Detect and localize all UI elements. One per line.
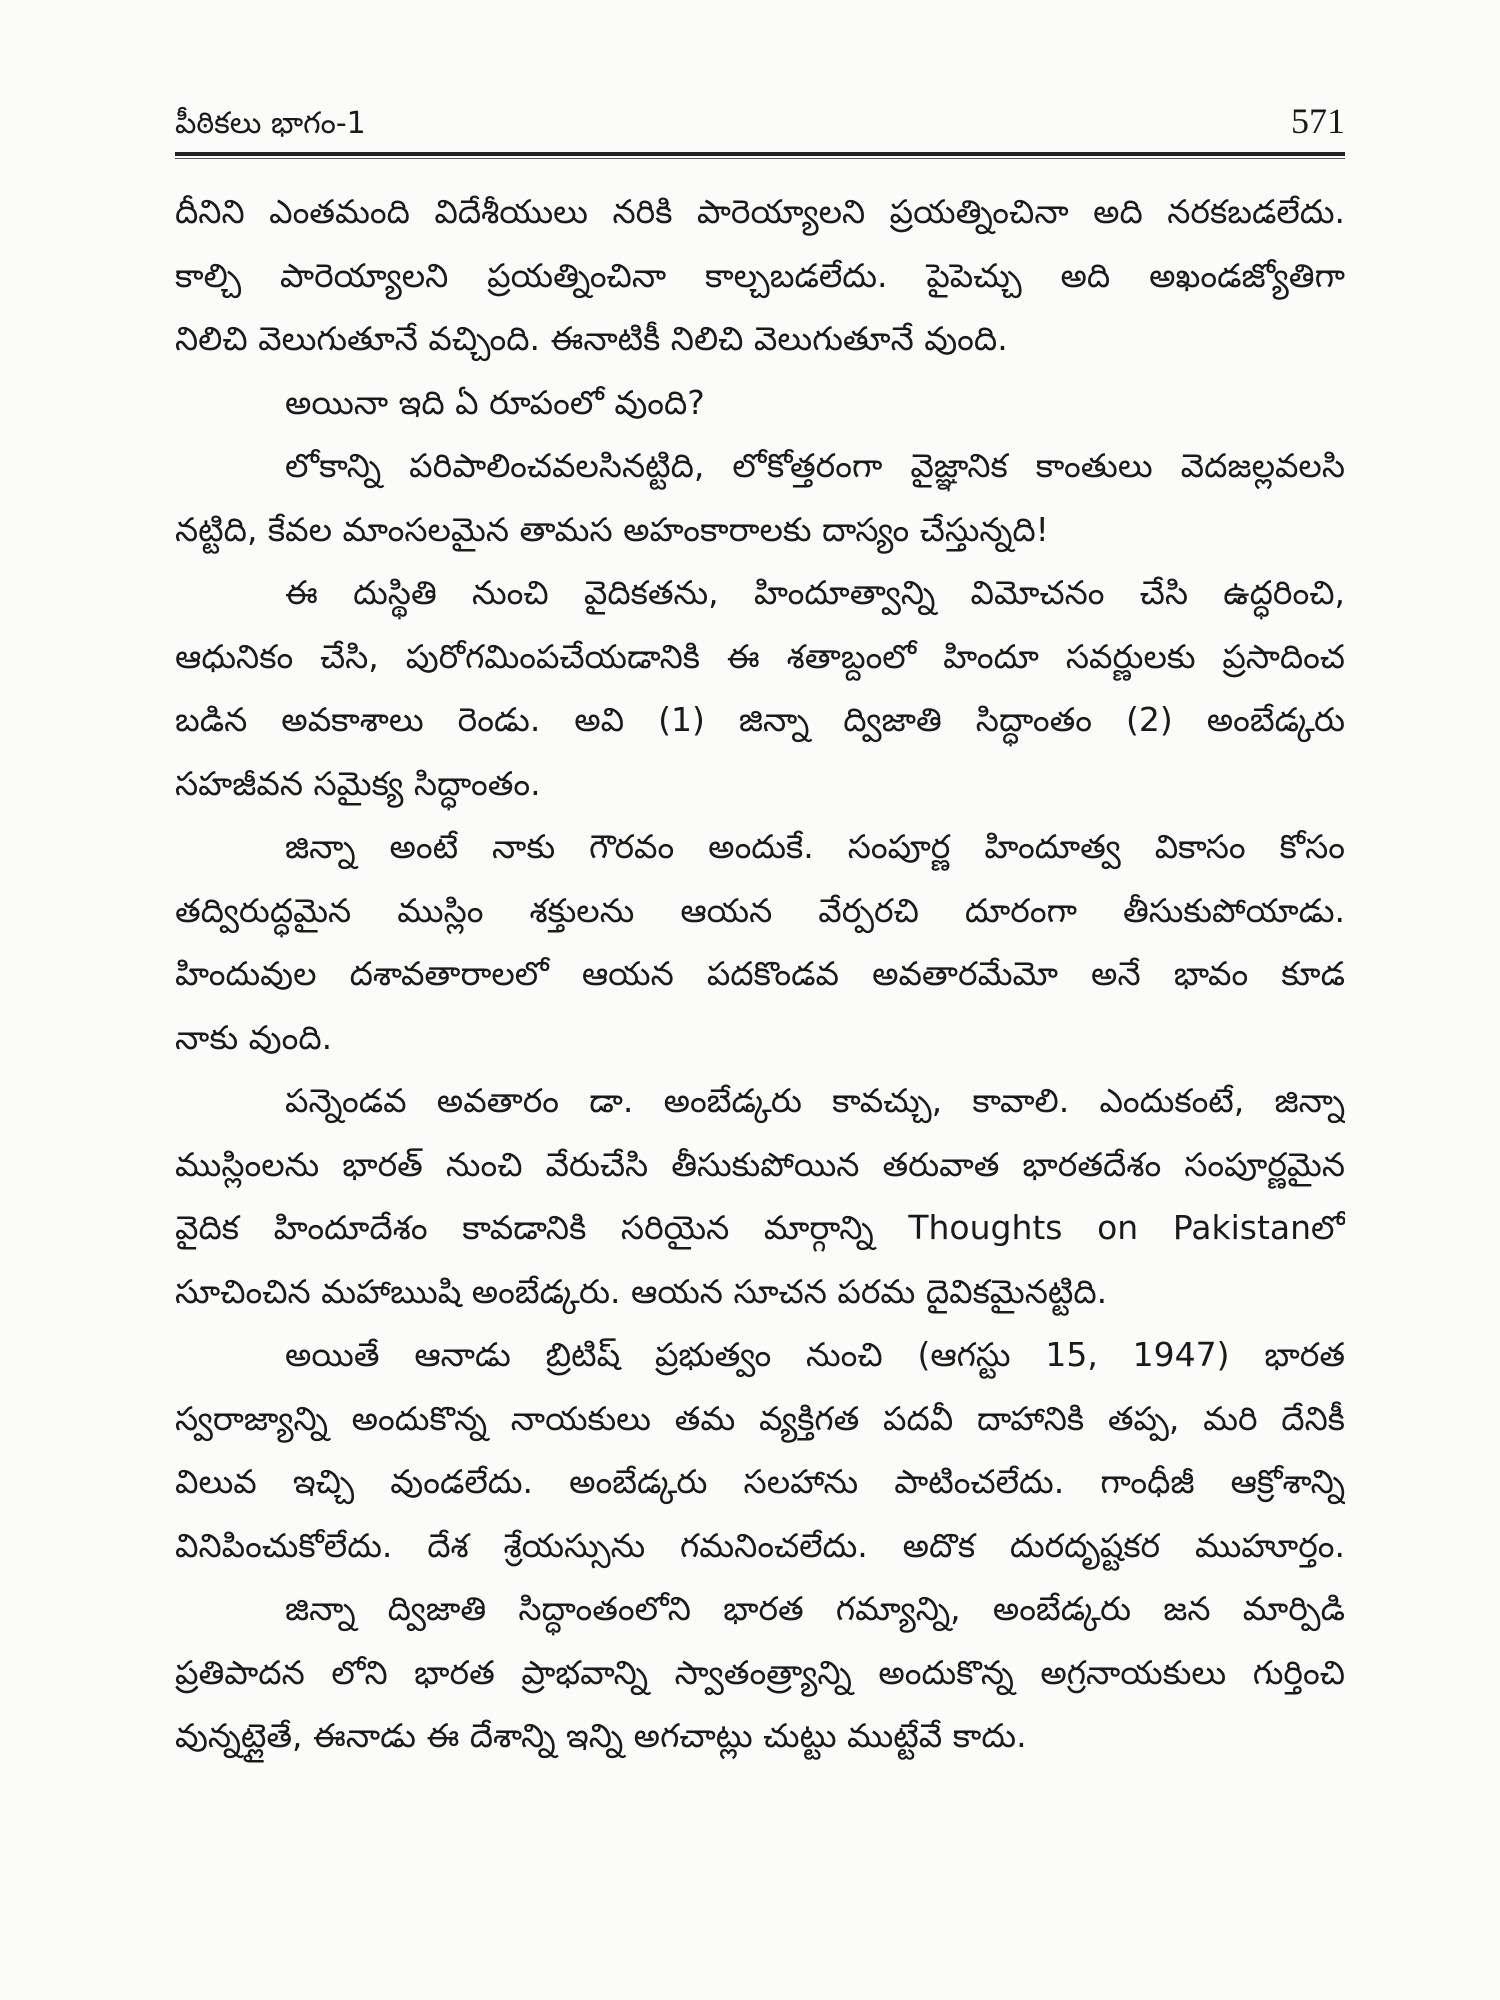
text-line: ముస్లింలను భారత్ నుంచి వేరుచేసి తీసుకుపోయిన తరువాత భారతదేశం సంపూర్ణమైన bbox=[175, 1144, 1345, 1184]
text-line: నిలిచి వెలుగుతూనే వచ్చింది. ఈనాటికీ నిలిచి వెలుగుతూనే వుంది. bbox=[175, 319, 1008, 358]
text-line: లోకాన్ని పరిపాలించవలసినట్టిది, లోకోత్తరంగా వైజ్ఞానిక కాంతులు వెదజల్లవలసి bbox=[285, 446, 1345, 485]
text-line: జిన్నా ద్విజాతి సిద్ధాంతంలోని భారత గమ్యాన్ని, అంబేడ్కరు జన మార్పిడి bbox=[285, 1589, 1345, 1628]
text-line: వున్నట్లైతే, ఈనాడు ఈ దేశాన్ని ఇన్ని అగచాట్లు చుట్టు ముట్టేవే కాదు. bbox=[175, 1716, 1027, 1755]
text-line: ఈ దుస్థితి నుంచి వైదికతను, హిందూత్వాన్ని విమోచనం చేసి ఉద్ధరించి, bbox=[285, 573, 1345, 612]
text-line: బడిన అవకాశాలు రెండు. అవి (1) జిన్నా ద్విజాతి సిద్ధాంతం (2) అంబేడ్కరు bbox=[175, 700, 1345, 739]
header-rule-thin bbox=[175, 158, 1345, 159]
running-header bbox=[175, 100, 1345, 152]
text-line: హిందువుల దశావతారాలలో ఆయన పదకొండవ అవతారమేమో అనే భావం కూడ bbox=[175, 954, 1345, 993]
text-line: అయితే ఆనాడు బ్రిటిష్ ప్రభుత్వం నుంచి (ఆగస్టు 15, 1947) భారత bbox=[285, 1335, 1345, 1374]
text-line: తద్విరుద్ధమైన ముస్లిం శక్తులను ఆయన వేర్పరచి దూరంగా తీసుకుపోయాడు. bbox=[175, 890, 1345, 930]
running-title: పీఠికలు భాగం-1 bbox=[175, 106, 366, 141]
text-line: నాకు వుంది. bbox=[175, 1017, 333, 1057]
text-line: వైదిక హిందూదేశం కావడానికి సరియైన మార్గాన్ని Thoughts on Pakistanలో bbox=[175, 1208, 1345, 1247]
text-line: ప్రతిపాదన లోని భారత ప్రాభవాన్ని స్వాతంత్ర్యాన్ని అందుకొన్న అగ్రనాయకులు గుర్తించి bbox=[175, 1652, 1345, 1692]
text-line: కాల్చి పారెయ్యాలని ప్రయత్నించినా కాల్చబడలేదు. పైపెచ్చు అది అఖండజ్యోతిగా bbox=[175, 255, 1345, 295]
text-line: జిన్నా అంటే నాకు గౌరవం అందుకే. సంపూర్ణ హిందూత్వ వికాసం కోసం bbox=[285, 827, 1345, 866]
text-line: వినిపించుకోలేదు. దేశ శ్రేయస్సును గమనించలేదు. అదొక దురదృష్టకర ముహూర్తం. bbox=[175, 1525, 1345, 1565]
text-line: పన్నెండవ అవతారం డా. అంబేడ్కరు కావచ్చు, కావాలి. ఎందుకంటే, జిన్నా bbox=[285, 1081, 1345, 1120]
body-text bbox=[175, 180, 1345, 1768]
text-line: నట్టిది, కేవల మాంసలమైన తామస అహంకారాలకు దాస్యం చేస్తున్నది! bbox=[175, 509, 1049, 549]
header-rule bbox=[175, 152, 1345, 156]
text-line: సహజీవన సమైక్య సిద్ధాంతం. bbox=[175, 763, 541, 803]
page-number: 571 bbox=[1291, 101, 1345, 141]
text-line: ఆధునికం చేసి, పురోగమింపచేయడానికి ఈ శతాబ్దంలో హిందూ సవర్ణులకు ప్రసాదించ bbox=[175, 636, 1345, 676]
text-line: విలువ ఇచ్చి వుండలేదు. అంబేడ్కరు సలహాను పాటించలేదు. గాంధీజీ ఆక్రోశాన్ని bbox=[175, 1462, 1345, 1501]
text-line: అయినా ఇది ఏ రూపంలో వుంది? bbox=[285, 382, 705, 422]
text-line: దీనిని ఎంతమంది విదేశీయులు నరికి పారెయ్యాలని ప్రయత్నించినా అది నరకబడలేదు. bbox=[175, 192, 1345, 231]
text-line: సూచించిన మహాఋషి అంబేడ్కరు. ఆయన సూచన పరమ దైవికమైనట్టిది. bbox=[175, 1271, 1108, 1311]
text-line: స్వరాజ్యాన్ని అందుకొన్న నాయకులు తమ వ్యక్తిగత పదవీ దాహానికి తప్ప, మరి దేనికీ bbox=[175, 1398, 1345, 1438]
